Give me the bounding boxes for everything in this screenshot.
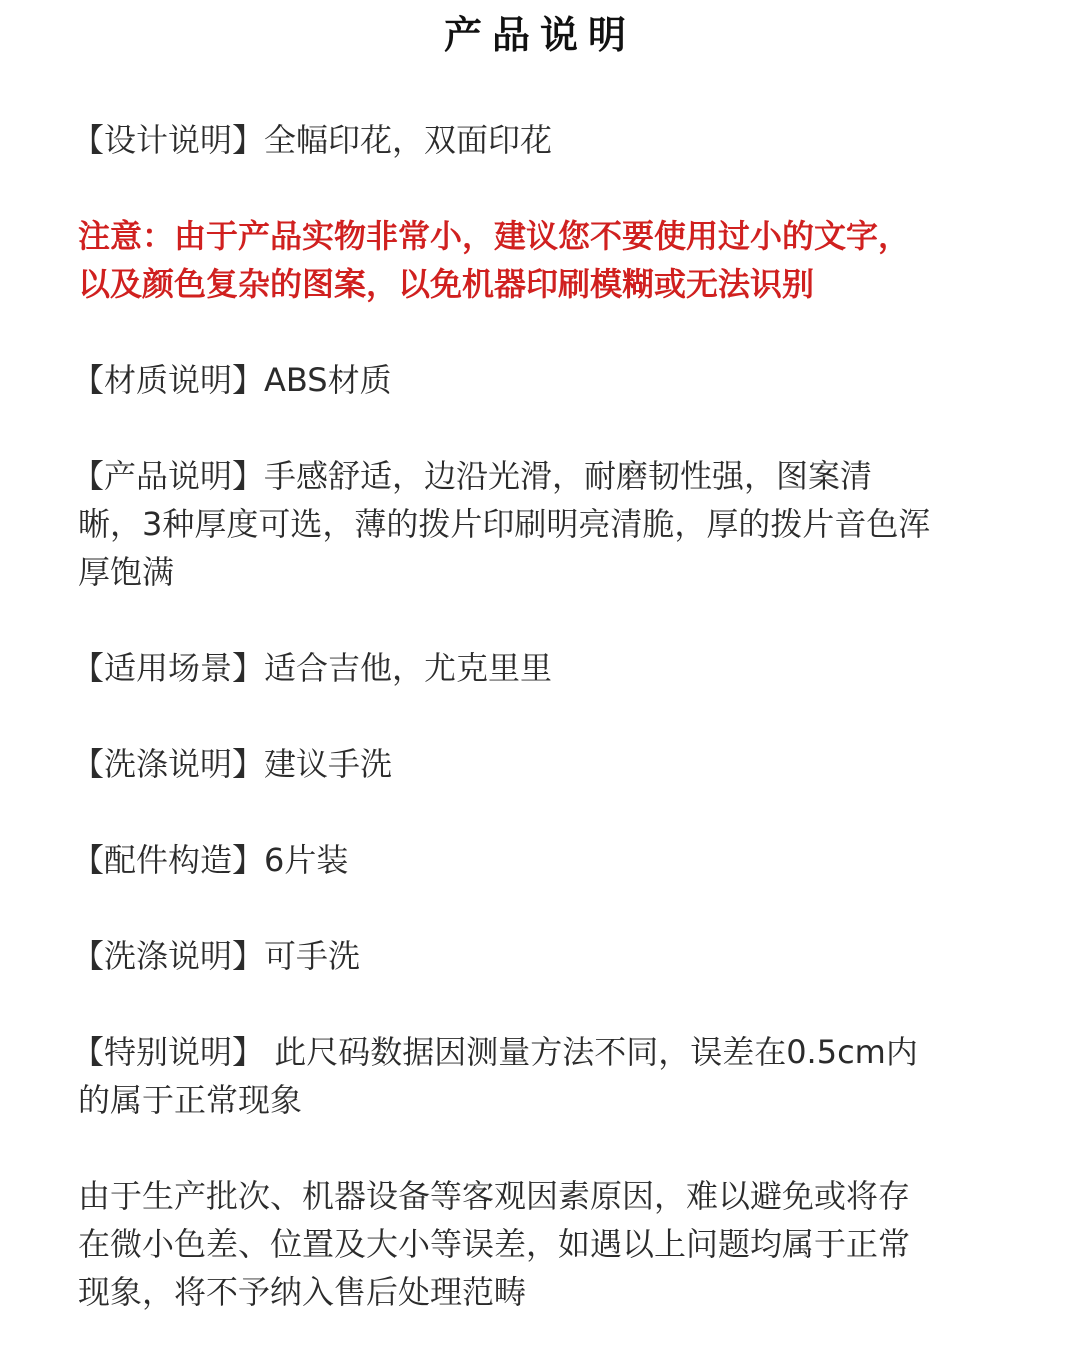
section-text-line: 手感舒适，边沿光滑，耐磨韧性强，图案清	[264, 457, 873, 495]
section-text: 6片装	[264, 841, 349, 879]
section-label: 【特别说明】	[72, 1033, 265, 1071]
disclaimer-line: 现象，将不予纳入售后处理范畴	[78, 1273, 527, 1311]
section-text-line: 晰，3种厚度可选，薄的拨片印刷明亮清脆，厚的拨片音色浑	[78, 505, 931, 543]
section-label: 【洗涤说明】	[72, 937, 265, 975]
disclaimer-line: 由于生产批次、机器设备等客观因素原因，难以避免或将存	[78, 1177, 911, 1215]
section-label: 【洗涤说明】	[72, 745, 265, 783]
page-title: 产品说明	[443, 13, 636, 57]
section-text: ABS材质	[264, 361, 392, 399]
material-section	[72, 356, 1008, 404]
section-text: 适合吉他，尤克里里	[264, 649, 553, 687]
disclaimer-line: 在微小色差、位置及大小等误差，如遇以上问题均属于正常	[78, 1225, 911, 1263]
warning-notice	[78, 212, 1008, 308]
section-text-line: 厚饱满	[78, 553, 175, 591]
warning-line: 注意：由于产品实物非常小，建议您不要使用过小的文字，	[78, 217, 911, 255]
disclaimer	[78, 1172, 1008, 1316]
product-section	[72, 452, 1008, 596]
section-label: 【配件构造】	[72, 841, 265, 879]
accessory-section	[72, 836, 1008, 884]
section-text-line: 此尺码数据因测量方法不同，误差在0.5cm内	[264, 1033, 918, 1071]
section-label: 【材质说明】	[72, 361, 265, 399]
washing-section	[72, 740, 1008, 788]
section-text: 可手洗	[264, 937, 361, 975]
special-section	[72, 1028, 1008, 1124]
design-section	[72, 116, 1008, 164]
section-text: 全幅印花，双面印花	[264, 121, 553, 159]
section-text-line: 的属于正常现象	[78, 1081, 303, 1119]
section-label: 【产品说明】	[72, 457, 265, 495]
section-label: 【设计说明】	[72, 121, 265, 159]
usage-section	[72, 644, 1008, 692]
warning-line: 以及颜色复杂的图案，以免机器印刷模糊或无法识别	[78, 265, 815, 303]
section-label: 【适用场景】	[72, 649, 265, 687]
section-text: 建议手洗	[264, 745, 393, 783]
washing-section-2	[72, 932, 1008, 980]
